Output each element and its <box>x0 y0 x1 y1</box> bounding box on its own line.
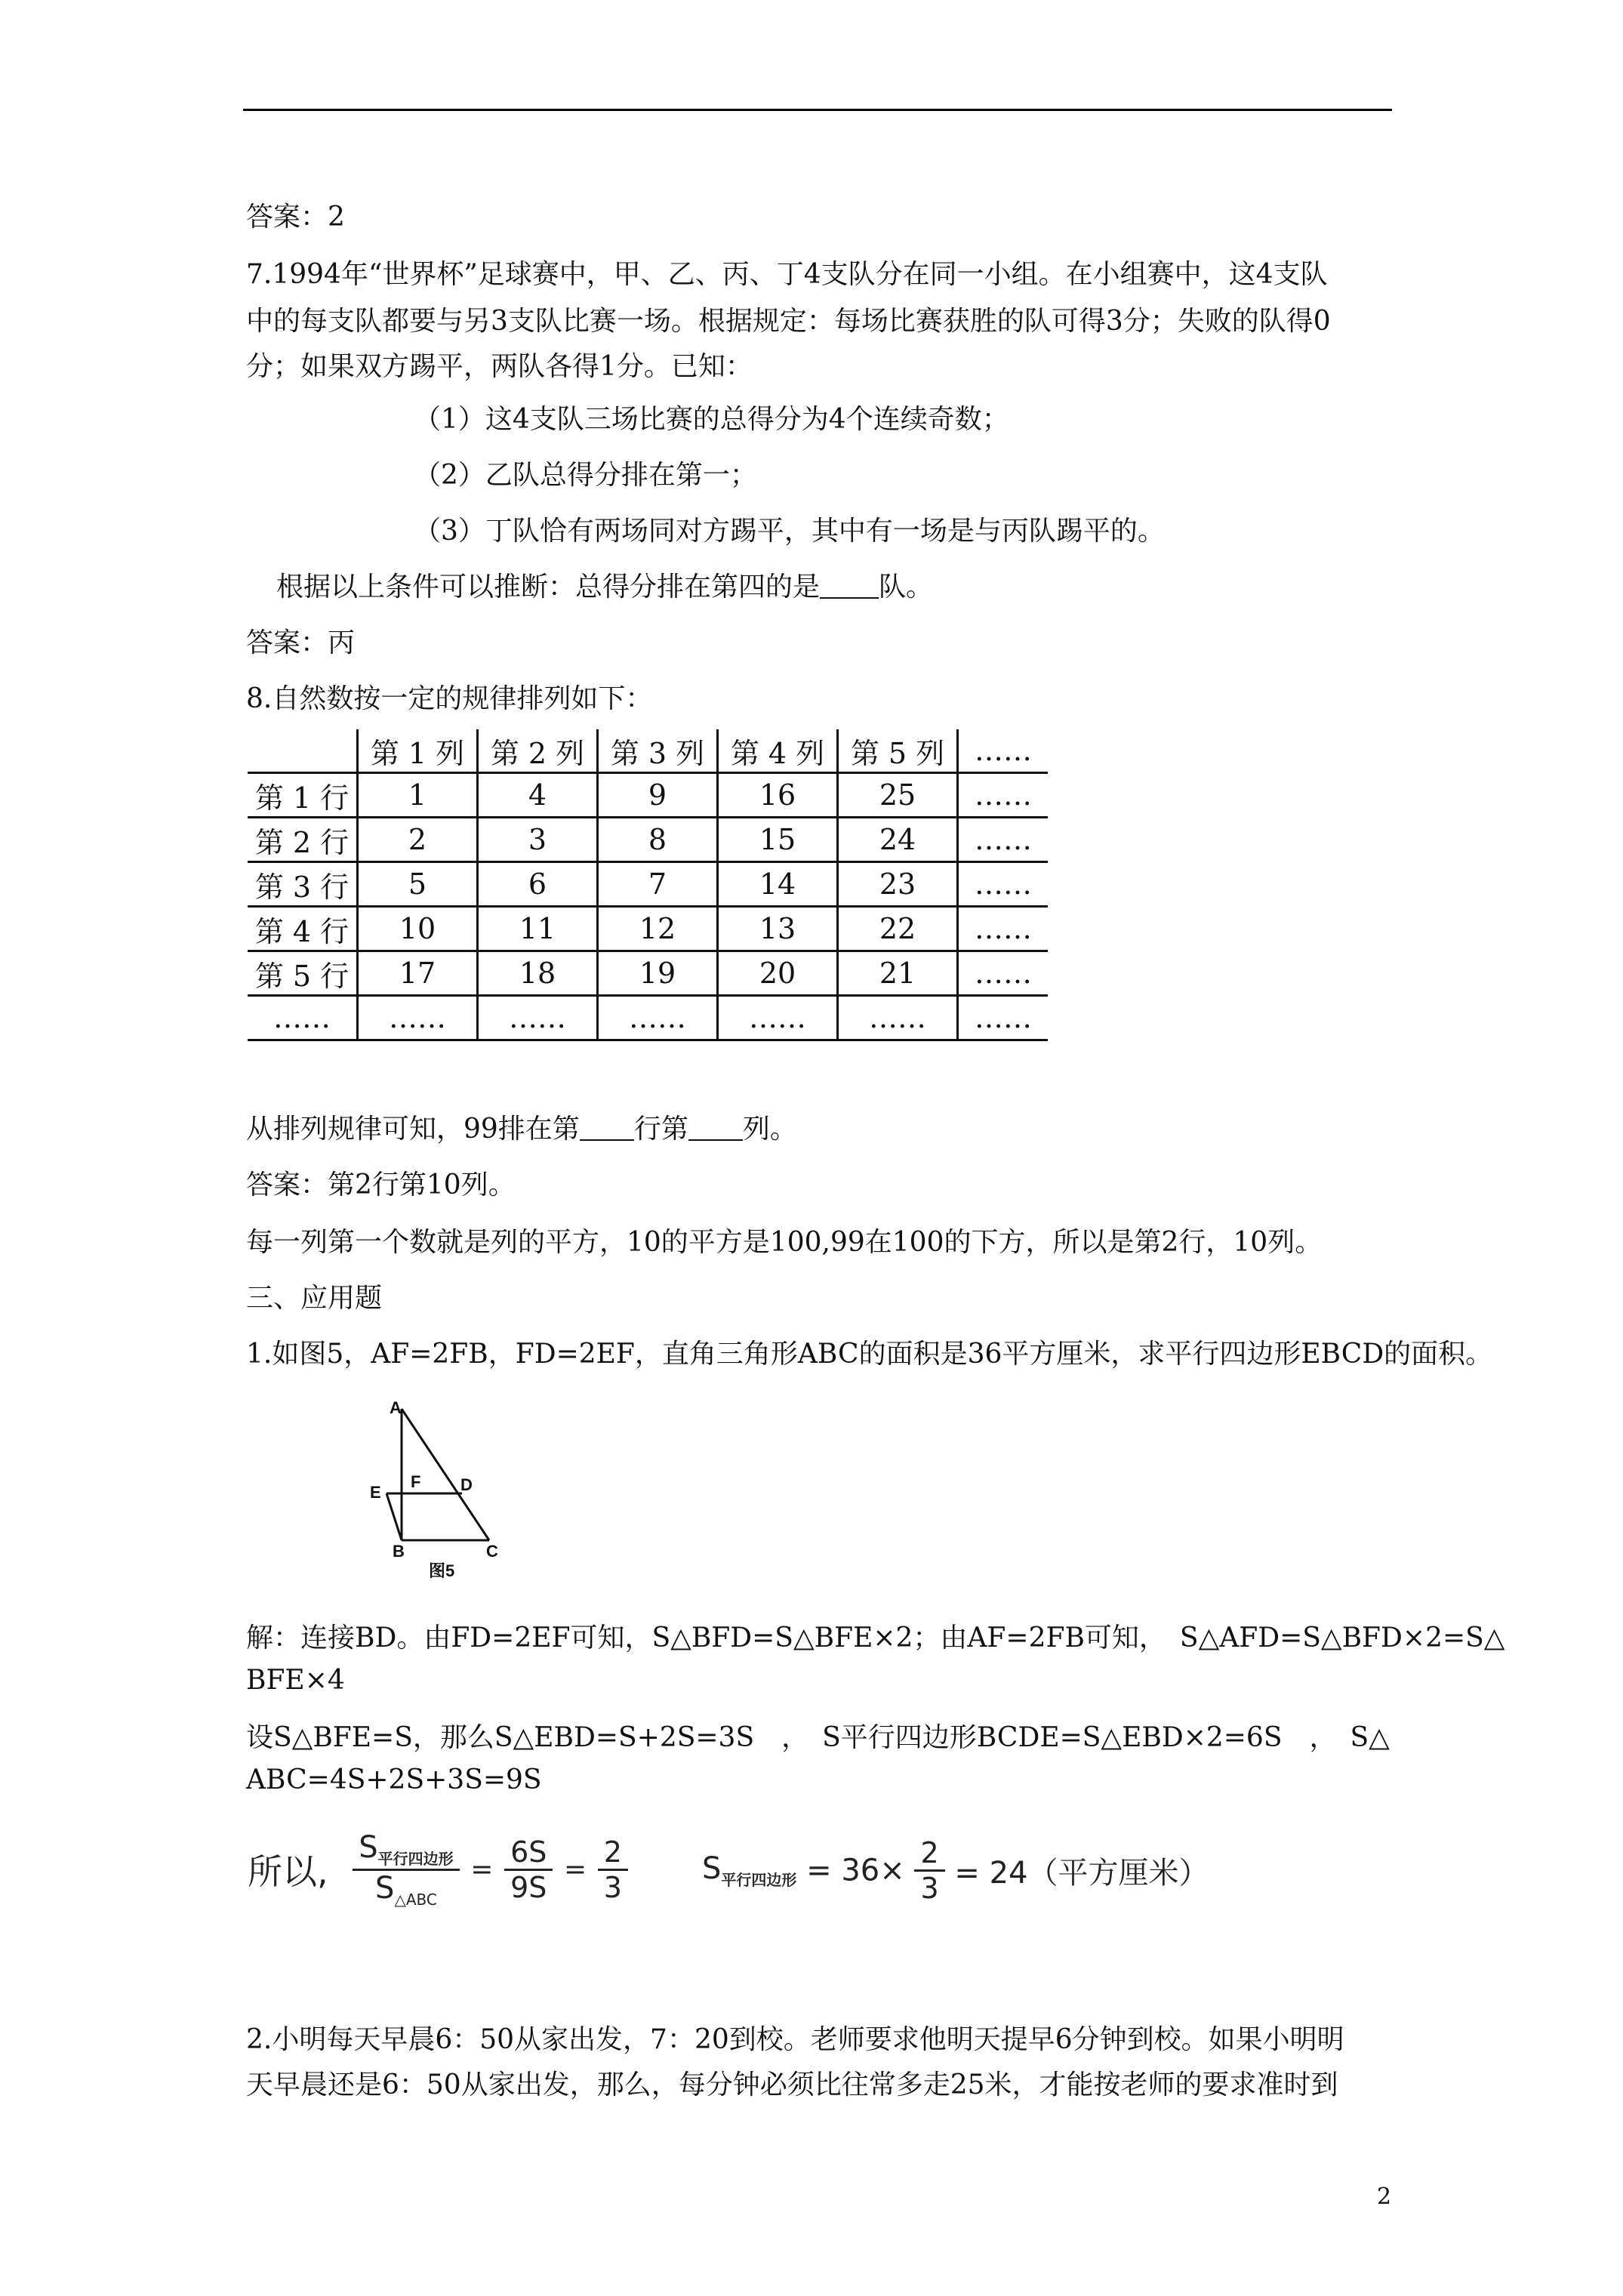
table-row-label: …… <box>248 996 358 1040</box>
table-cell: …… <box>958 907 1049 951</box>
solution-line1a: 解：连接BD。由FD=2EF可知，S△BFD=S△BFE×2；由AF=2FB可知， S△AFD=S△BFD×2=S△ <box>246 1623 1505 1653</box>
table-cell: 1 <box>358 773 478 818</box>
table-cell: 20 <box>718 951 838 996</box>
equals-sign: = <box>470 1854 494 1885</box>
app1-question: 1.如图5，AF=2FB，FD=2EF，直角三角形ABC的面积是36平方厘米，求平行四边形EBCD的面积。 <box>246 1339 1493 1370</box>
number-table <box>248 729 1048 1041</box>
table-cell: 10 <box>358 907 478 951</box>
table-row <box>248 996 1048 1040</box>
table-cell: 21 <box>838 951 958 996</box>
answer-q6: 答案：2 <box>246 202 345 233</box>
label-f: F <box>411 1472 421 1491</box>
table-cell: …… <box>958 862 1049 907</box>
table-cell: 3 <box>478 818 598 862</box>
q7-question <box>276 571 933 604</box>
sub-triangle: △ABC <box>394 1891 437 1909</box>
fraction-6s-9s <box>504 1835 553 1904</box>
table-header-cell: 第 2 列 <box>478 729 598 773</box>
table-cell: 11 <box>478 907 598 951</box>
solution-line2a: 设S△BFE=S，那么S△EBD=S+2S=3S ， S平行四边形BCDE=S△EBD×2=6S ， S△ <box>246 1722 1390 1753</box>
table-row-label: 第 1 行 <box>248 773 358 818</box>
table-cell: …… <box>838 996 958 1040</box>
table-cell: 9 <box>598 773 718 818</box>
figure-5-diagram <box>362 1395 528 1592</box>
table-cell: …… <box>358 996 478 1040</box>
fraction-area-ratio <box>353 1830 459 1909</box>
section-heading: 三、应用题 <box>246 1283 383 1314</box>
table-cell: 23 <box>838 862 958 907</box>
q7-question-end: 队。 <box>879 572 934 603</box>
table-cell: 5 <box>358 862 478 907</box>
table-row <box>248 773 1048 818</box>
sub-parallelogram: 平行四边形 <box>377 1850 454 1868</box>
table-cell: 6 <box>478 862 598 907</box>
fraction-2-3 <box>598 1835 628 1904</box>
table-cell: 7 <box>598 862 718 907</box>
table-row <box>248 951 1048 996</box>
table-header-cell: 第 4 列 <box>718 729 838 773</box>
q7-question-text: 根据以上条件可以推断：总得分排在第四的是 <box>276 572 821 603</box>
table-header-cell: 第 1 列 <box>358 729 478 773</box>
table-cell: 17 <box>358 951 478 996</box>
table-cell: 13 <box>718 907 838 951</box>
table-cell: …… <box>598 996 718 1040</box>
app2-line1: 2.小明每天早晨6：50从家出发，7：20到校。老师要求他明天提早6分钟到校。如果小明明 <box>246 2024 1344 2055</box>
page-number: 2 <box>1377 2184 1392 2210</box>
q8-blank-col <box>688 1117 743 1141</box>
table-cell: …… <box>958 996 1049 1040</box>
table-cell: 12 <box>598 907 718 951</box>
table-cell: …… <box>958 951 1049 996</box>
table-cell: 24 <box>838 818 958 862</box>
table-cell: …… <box>958 773 1049 818</box>
numerator-2: 2 <box>914 1836 944 1872</box>
formula-ratio <box>248 1830 628 1909</box>
table-cell: 19 <box>598 951 718 996</box>
formula-lead: 所以, <box>248 1851 328 1892</box>
table-cell: 18 <box>478 951 598 996</box>
q8-intro: 8.自然数按一定的规律排列如下： <box>246 683 653 714</box>
label-d: D <box>460 1475 473 1494</box>
label-b: B <box>393 1542 405 1561</box>
table-cell: 2 <box>358 818 478 862</box>
q8-explanation: 每一列第一个数就是列的平方，10的平方是100,99在100的下方，所以是第2行，10列。 <box>246 1227 1323 1258</box>
table-cell <box>248 729 358 773</box>
table-cell: …… <box>958 818 1049 862</box>
q8-question <box>246 1113 797 1146</box>
denominator-9s: 9S <box>510 1870 547 1904</box>
table-cell: 25 <box>838 773 958 818</box>
denominator-3: 3 <box>603 1870 622 1904</box>
table-cell: …… <box>718 996 838 1040</box>
symbol-s: S <box>702 1851 722 1886</box>
q8-question-b: 行第 <box>633 1114 688 1145</box>
table-row <box>248 818 1048 862</box>
table-cell: 4 <box>478 773 598 818</box>
formula-area-result <box>702 1836 1209 1905</box>
equals-sign: = <box>564 1854 587 1885</box>
table-row-label: 第 2 行 <box>248 818 358 862</box>
table-cell: 16 <box>718 773 838 818</box>
q8-question-a: 从排列规律可知，99排在第 <box>246 1114 580 1145</box>
answer-q7: 答案：丙 <box>246 627 356 658</box>
label-a: A <box>390 1398 402 1417</box>
figure-caption: 图5 <box>429 1561 455 1580</box>
table-row-label: 第 4 行 <box>248 907 358 951</box>
q8-question-c: 列。 <box>742 1114 797 1145</box>
label-e: E <box>370 1483 381 1502</box>
table-row <box>248 907 1048 951</box>
table-row-label: 第 3 行 <box>248 862 358 907</box>
q7-line2: 中的每支队都要与另3支队比赛一场。根据规定：每场比赛获胜的队可得3分；失败的队得0 <box>246 306 1331 337</box>
solution-line1b: BFE×4 <box>246 1665 345 1696</box>
symbol-s: S <box>375 1871 395 1906</box>
table-cell: 15 <box>718 818 838 862</box>
table-cell: 8 <box>598 818 718 862</box>
numerator-2: 2 <box>598 1835 628 1871</box>
table-header-cell: …… <box>958 729 1049 773</box>
symbol-s: S <box>359 1830 378 1865</box>
answer-q8: 答案：第2行第10列。 <box>246 1170 516 1200</box>
app2-line2: 天早晨还是6：50从家出发，那么，每分钟必须比往常多走25米，才能按老师的要求准时到 <box>246 2069 1338 2100</box>
numerator-6s: 6S <box>504 1835 553 1871</box>
q7-condition-1: （1）这4支队三场比赛的总得分为4个连续奇数； <box>414 404 1009 435</box>
table-cell: 14 <box>718 862 838 907</box>
denominator-3: 3 <box>920 1872 939 1905</box>
q7-line1: 7.1994年“世界杯”足球赛中，甲、乙、丙、丁4支队分在同一小组。在小组赛中，这4支队 <box>246 259 1328 290</box>
rhs-prefix: = 36× <box>806 1853 905 1888</box>
q8-blank-row <box>580 1117 634 1141</box>
sub-parallelogram: 平行四边形 <box>721 1871 797 1889</box>
table-header-cell: 第 3 列 <box>598 729 718 773</box>
q7-condition-2: （2）乙队总得分排在第一； <box>414 460 757 491</box>
q7-line3: 分；如果双方踢平，两队各得1分。已知： <box>246 351 753 382</box>
rhs-result: = 24（平方厘米） <box>954 1856 1209 1891</box>
q7-answer-blank <box>820 575 879 599</box>
table-row <box>248 862 1048 907</box>
table-cell: …… <box>478 996 598 1040</box>
label-c: C <box>486 1542 498 1561</box>
table-header-cell: 第 5 列 <box>838 729 958 773</box>
fraction-2-3 <box>914 1836 944 1905</box>
table-cell: 22 <box>838 907 958 951</box>
table-row-label: 第 5 行 <box>248 951 358 996</box>
solution-line2b: ABC=4S+2S+3S=9S <box>246 1764 542 1795</box>
q7-condition-3: （3）丁队恰有两场同对方踢平，其中有一场是与丙队踢平的。 <box>414 516 1165 547</box>
table-header-row <box>248 729 1048 773</box>
header-rule <box>243 109 1392 111</box>
